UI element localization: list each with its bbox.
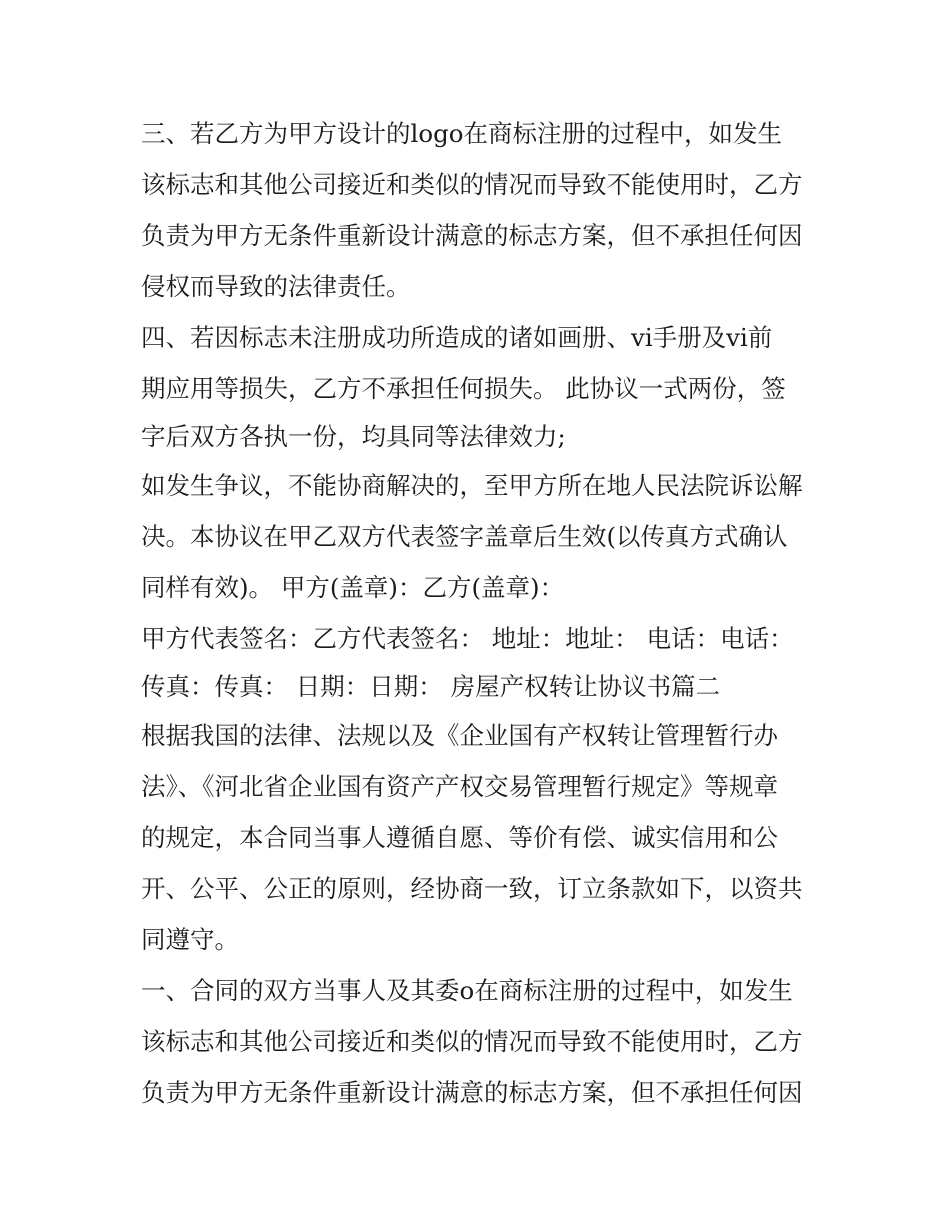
paragraph-line: 三、若乙方为甲方设计的logo在商标注册的过程中，如发生 bbox=[141, 119, 783, 148]
paragraph-line: 根据我国的法律、法规以及《企业国有产权转让管理暂行办 bbox=[141, 721, 778, 750]
paragraph-line: 负责为甲方无条件重新设计满意的标志方案，但不承担任何因 bbox=[141, 221, 803, 250]
paragraph-line: 字后双方各执一份，均具同等法律效力; bbox=[141, 422, 566, 451]
paragraph-line: 四、若因标志未注册成功所造成的诸如画册、vi手册及vi前 bbox=[141, 323, 773, 352]
paragraph-line: 侵权而导致的法律责任。 bbox=[141, 272, 411, 301]
paragraph-line: 同样有效)。 甲方(盖章)：乙方(盖章)： bbox=[141, 573, 565, 602]
paragraph-line: 该标志和其他公司接近和类似的情况而导致不能使用时，乙方 bbox=[141, 170, 803, 199]
paragraph-line: 的规定，本合同当事人遵循自愿、等价有偿、诚实信用和公 bbox=[141, 823, 778, 852]
paragraph-line: 同遵守。 bbox=[141, 925, 239, 954]
paragraph-line: 期应用等损失，乙方不承担任何损失。 此协议一式两份，签 bbox=[141, 374, 786, 403]
paragraph-line: 传真：传真： 日期：日期： 房屋产权转让协议书篇二 bbox=[141, 672, 721, 701]
document-body bbox=[141, 108, 821, 1118]
paragraph-line: 如发生争议，不能协商解决的，至甲方所在地人民法院诉讼解 bbox=[141, 471, 803, 500]
paragraph-line: 决。本协议在甲乙双方代表签字盖章后生效(以传真方式确认 bbox=[141, 522, 788, 551]
paragraph-line: 一、合同的双方当事人及其委o在商标注册的过程中，如发生 bbox=[141, 976, 793, 1005]
paragraph-line: 法》、《河北省企业国有资产产权交易管理暂行规定》等规章 bbox=[141, 772, 778, 801]
paragraph-line: 负责为甲方无条件重新设计满意的标志方案，但不承担任何因 bbox=[141, 1078, 803, 1107]
paragraph-line: 开、公平、公正的原则，经协商一致，订立条款如下，以资共 bbox=[141, 874, 803, 903]
paragraph-line: 该标志和其他公司接近和类似的情况而导致不能使用时，乙方 bbox=[141, 1027, 803, 1056]
paragraph-line: 甲方代表签名：乙方代表签名： 地址：地址： 电话：电话： bbox=[141, 624, 794, 653]
